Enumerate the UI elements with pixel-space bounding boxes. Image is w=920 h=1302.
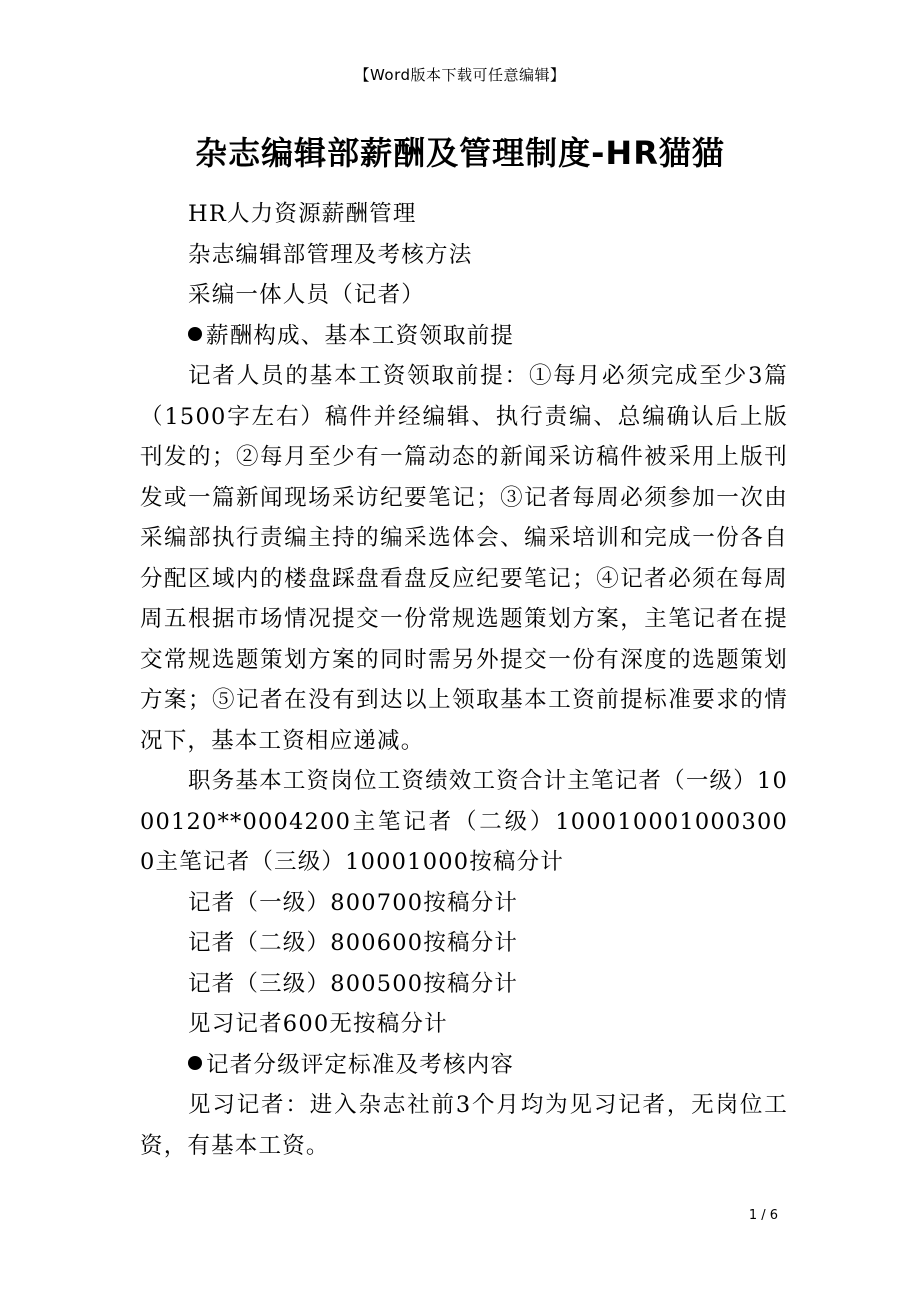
page-number: 1 / 6 xyxy=(748,1208,778,1223)
paragraph: 见习记者：进入杂志社前3个月均为见习记者，无岗位工资，有基本工资。 xyxy=(140,1092,788,1159)
paragraph: 杂志编辑部管理及考核方法 xyxy=(188,241,473,268)
bullet-text: 薪酬构成、基本工资领取前提 xyxy=(206,322,515,349)
bullet-text: 记者分级评定标准及考核内容 xyxy=(206,1051,515,1078)
bullet-item xyxy=(140,1045,788,1086)
paragraph: 见习记者600无按稿分计 xyxy=(188,1011,448,1037)
bullet-item xyxy=(140,316,788,357)
paragraph: 职务基本工资岗位工资绩效工资合计主笔记者（一级）1000120**0004200主笔记者（二级）1000100010003000主笔记者（三级）10001000按稿分计 xyxy=(140,768,788,875)
bullet-icon xyxy=(188,327,202,341)
document-title: 杂志编辑部薪酬及管理制度-HR猫猫 xyxy=(195,134,725,172)
paragraph: 采编一体人员（记者） xyxy=(188,282,426,308)
paragraph: 记者人员的基本工资领取前提：①每月必须完成至少3篇（1500字左右）稿件并经编辑、执行责编、总编确认后上版刊发的；②每月至少有一篇动态的新闻采访稿件被采用上版刊发或一篇新闻现场采访纪要笔记；③记者每周必须参加一次由采编部执行责编主持的编采选体会、编采培训和完成一份各自分配区域内的楼盘踩盘看盘反应纪要笔记；④记者必须在每周周五根据市场情况提交一份常规选题策划方案，主笔记者在提交常规选题策划方案的同时需另外提交一份有深度的选题策划方案；⑤记者在没有到达以上领取基本工资前提标准要求的情况下，基本工资相应递减。 xyxy=(140,363,788,754)
paragraph: HR人力资源薪酬管理 xyxy=(188,201,417,227)
paragraph: 记者（三级）800500按稿分计 xyxy=(188,970,519,997)
paragraph: 记者（一级）800700按稿分计 xyxy=(188,889,519,916)
document-body xyxy=(140,194,788,1166)
bullet-icon xyxy=(188,1056,202,1070)
header-note: 【Word版本下载可任意编辑】 xyxy=(354,66,566,84)
paragraph: 记者（二级）800600按稿分计 xyxy=(188,930,519,956)
